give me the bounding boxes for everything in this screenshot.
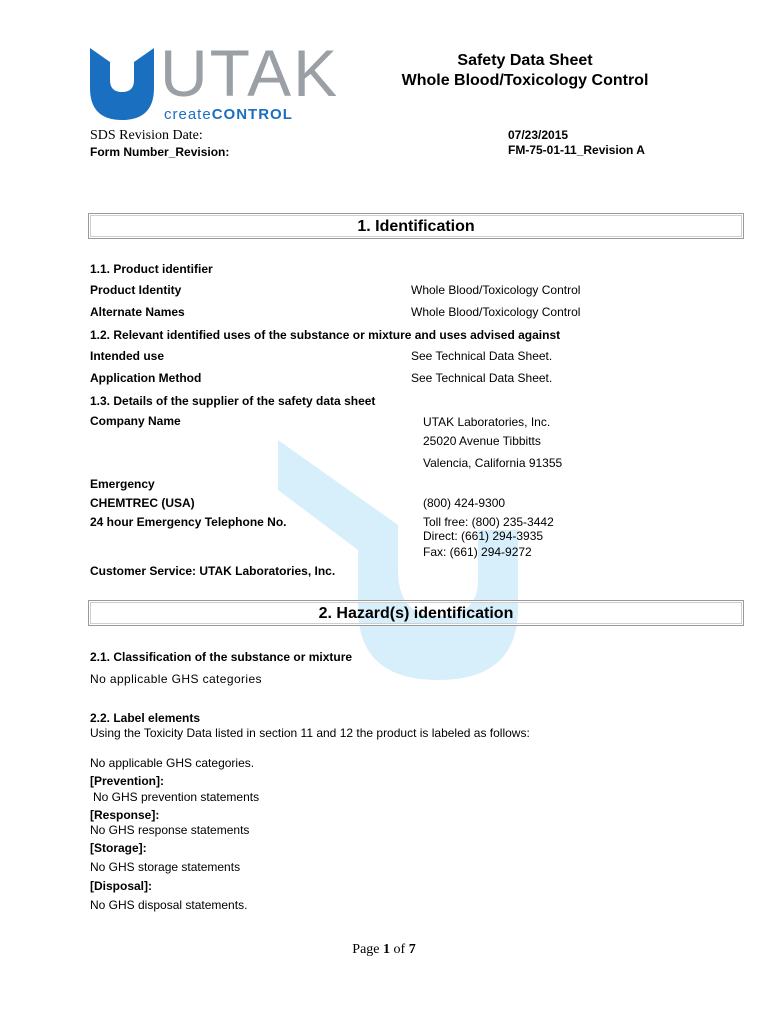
- application-method-value: See Technical Data Sheet.: [411, 371, 553, 385]
- supplier-details-heading: 1.3. Details of the supplier of the safety data sheet: [90, 394, 376, 408]
- emergency-phone-label: 24 hour Emergency Telephone No.: [90, 515, 287, 529]
- emergency-label: Emergency: [90, 477, 155, 491]
- company-address-line-3: Valencia, California 91355: [423, 456, 563, 470]
- form-number-value: FM-75-01-11_Revision A: [508, 143, 645, 157]
- intended-use-value: See Technical Data Sheet.: [411, 349, 553, 363]
- revision-date-label: SDS Revision Date:: [90, 128, 203, 143]
- brand-name: UTAK: [160, 36, 340, 110]
- direct-phone: Direct: (661) 294-3935: [423, 529, 544, 543]
- label-elements-heading: 2.2. Label elements: [90, 711, 201, 725]
- document-title: Safety Data Sheet: [457, 52, 593, 69]
- intended-use-label: Intended use: [90, 349, 165, 363]
- storage-label: [Storage]:: [90, 841, 147, 855]
- relevant-uses-heading: 1.2. Relevant identified uses of the substance or mixture and uses advised against: [90, 328, 561, 342]
- section-2-title: 2. Hazard(s) identification: [318, 605, 514, 622]
- chemtrec-label: CHEMTREC (USA): [90, 496, 195, 510]
- customer-service: Customer Service: UTAK Laboratories, Inc.: [90, 564, 336, 578]
- company-address-line-1: UTAK Laboratories, Inc.: [423, 415, 551, 429]
- document-subtitle: Whole Blood/Toxicology Control: [401, 72, 649, 89]
- product-identifier-heading: 1.1. Product identifier: [90, 262, 213, 276]
- of-word: of: [393, 942, 406, 957]
- no-ghs-categories: No applicable GHS categories.: [90, 756, 255, 770]
- utak-logo-mark-icon: [90, 48, 154, 120]
- brand-tagline: [164, 106, 293, 123]
- form-number-label: Form Number_Revision:: [90, 145, 230, 159]
- product-identity-value: Whole Blood/Toxicology Control: [411, 283, 581, 297]
- label-elements-text: Using the Toxicity Data listed in section 11 and 12 the product is labeled as follows:: [90, 726, 530, 740]
- prevention-text: No GHS prevention statements: [93, 790, 260, 804]
- watermark-logo: [278, 440, 518, 680]
- classification-text: No applicable GHS categories: [90, 672, 262, 686]
- company-name-label: Company Name: [90, 414, 181, 428]
- chemtrec-phone: (800) 424-9300: [423, 496, 506, 510]
- disposal-text: No GHS disposal statements.: [90, 898, 248, 912]
- tagline-bold: CONTROL: [211, 106, 293, 123]
- toll-free-phone: Toll free: (800) 235-3442: [423, 515, 554, 529]
- page-total: 7: [408, 942, 416, 957]
- prevention-label: [Prevention]:: [90, 774, 165, 788]
- revision-date-value: 07/23/2015: [508, 128, 569, 142]
- tagline-light: create: [164, 106, 212, 123]
- alternate-names-value: Whole Blood/Toxicology Control: [411, 305, 581, 319]
- company-address-line-2: 25020 Avenue Tibbitts: [423, 434, 541, 448]
- section-2-header: [88, 600, 744, 626]
- disposal-label: [Disposal]:: [90, 879, 153, 893]
- page-footer: [0, 942, 768, 958]
- response-label: [Response]:: [90, 808, 160, 822]
- section-1-title: 1. Identification: [357, 218, 475, 235]
- page-word: Page: [352, 942, 380, 957]
- classification-heading: 2.1. Classification of the substance or mixture: [90, 650, 353, 664]
- alternate-names-label: Alternate Names: [90, 305, 185, 319]
- product-identity-label: Product Identity: [90, 283, 182, 297]
- page-number: 1: [383, 942, 391, 957]
- application-method-label: Application Method: [90, 371, 202, 385]
- fax-number: Fax: (661) 294-9272: [423, 545, 532, 559]
- storage-text: No GHS storage statements: [90, 860, 241, 874]
- section-1-header: [88, 213, 744, 239]
- response-text: No GHS response statements: [90, 823, 250, 837]
